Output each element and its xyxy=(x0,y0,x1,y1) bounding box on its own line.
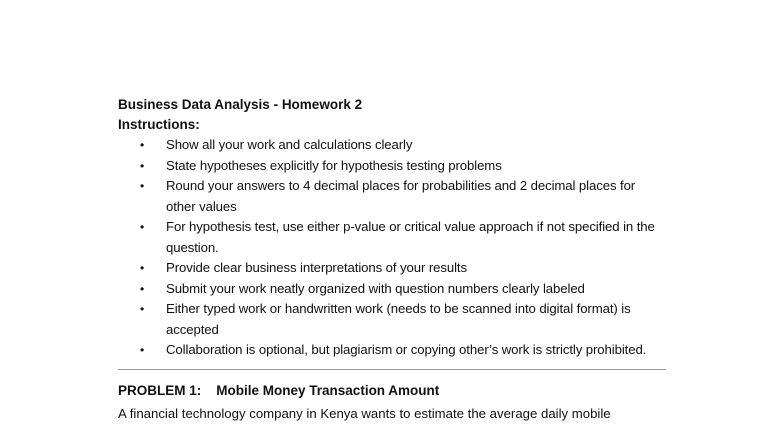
instruction-item xyxy=(118,135,666,156)
instruction-item xyxy=(118,340,666,361)
instruction-item xyxy=(118,156,666,177)
document-title: Business Data Analysis - Homework 2 xyxy=(118,97,363,112)
instruction-text: Provide clear business interpretations of your results xyxy=(166,260,467,275)
instruction-item xyxy=(118,299,666,340)
instruction-text: Round your answers to 4 decimal places for probabilities and 2 decimal places for other values xyxy=(166,178,636,214)
instruction-text: Show all your work and calculations clearly xyxy=(166,137,413,152)
bullet-icon: • xyxy=(140,158,145,173)
bullet-icon: • xyxy=(140,302,145,316)
instruction-item xyxy=(118,258,666,279)
instruction-text: For hypothesis test, use either p-value or critical value approach if not specified in the question. xyxy=(166,219,655,255)
instruction-item xyxy=(118,279,666,300)
homework-document xyxy=(118,95,666,424)
instruction-item xyxy=(118,176,666,217)
instruction-text: State hypotheses explicitly for hypothesis testing problems xyxy=(166,157,502,173)
bullet-icon: • xyxy=(140,281,145,296)
instruction-item xyxy=(118,217,666,258)
bullet-icon: • xyxy=(140,179,145,193)
problem-1-label: PROBLEM 1: xyxy=(118,382,202,398)
bullet-icon: • xyxy=(140,138,145,152)
section-divider xyxy=(118,369,666,370)
instruction-text: Submit your work neatly organized with question numbers clearly labeled xyxy=(166,280,585,296)
instructions-list xyxy=(118,135,666,361)
problem-1-text: A financial technology company in Kenya wants to estimate the average daily mobile xyxy=(118,405,611,421)
problem-1-title: Mobile Money Transaction Amount xyxy=(216,382,440,398)
bullet-icon: • xyxy=(140,220,145,234)
instruction-text: Collaboration is optional, but plagiarism or copying other’s work is strictly prohibited. xyxy=(166,342,647,357)
problem-1-heading xyxy=(118,381,666,401)
bullet-icon: • xyxy=(140,343,145,357)
instructions-heading: Instructions: xyxy=(118,117,200,132)
instruction-text: Either typed work or handwritten work (needs to be scanned into digital format) is accepted xyxy=(166,301,631,337)
bullet-icon: • xyxy=(140,261,145,275)
